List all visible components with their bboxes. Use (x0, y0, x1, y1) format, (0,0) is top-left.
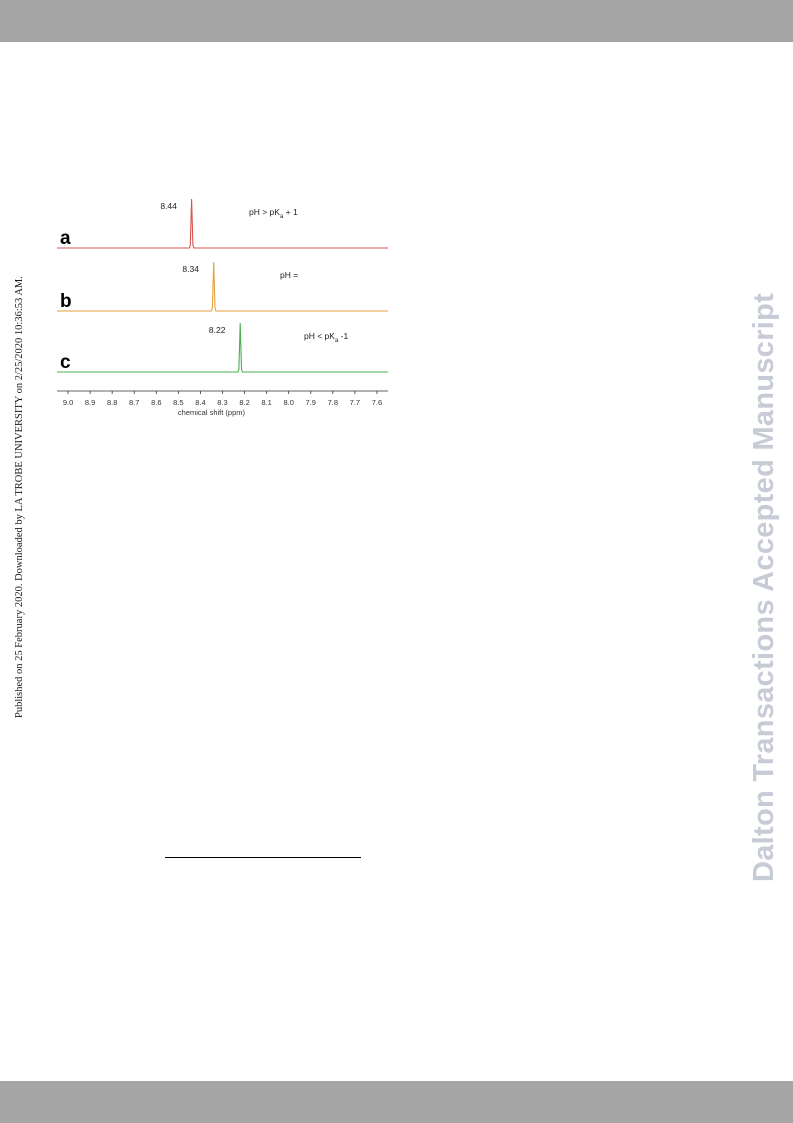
x-tick-label: 7.7 (349, 398, 361, 407)
x-tick-label: 7.8 (327, 398, 339, 407)
panel-label-a: a (60, 228, 71, 249)
x-tick-label: 8.2 (239, 398, 250, 407)
x-tick-label: 8.4 (195, 398, 206, 407)
spectrum-trace-a (57, 199, 388, 248)
x-tick-label: 8.1 (261, 398, 272, 407)
footnote-rule (165, 857, 361, 858)
x-tick-label: 9.0 (62, 398, 74, 407)
spectrum-trace-b (57, 262, 388, 311)
x-tick-label: 7.9 (305, 398, 316, 407)
condition-label-c: pH < $pK_a$ -1 (304, 331, 349, 344)
condition-label-a: pH > $pK_a + 1$ (249, 207, 298, 220)
x-tick-label: 8.6 (151, 398, 162, 407)
x-tick-label: 8.5 (173, 398, 184, 407)
x-tick-label: 8.9 (84, 398, 96, 407)
nmr-spectra-chart (50, 188, 395, 423)
x-axis-label: chemical shift (ppm) (177, 408, 246, 417)
x-tick-label: 7.6 (371, 398, 383, 407)
peak-label-b: 8.34 (182, 264, 199, 274)
x-tick-label: 8.8 (106, 398, 118, 407)
x-tick-label: 8.0 (283, 398, 294, 407)
x-tick-label: 8.3 (217, 398, 228, 407)
watermark: Dalton Transactions Accepted Manuscript (748, 292, 780, 882)
peak-label-a: 8.44 (160, 201, 177, 211)
publication-note: Published on 25 February 2020. Downloaded by LA TROBE UNIVERSITY on 2/25/2020 10:36:53 AM. (14, 276, 25, 718)
panel-label-b: b (60, 291, 72, 312)
header-bar (0, 0, 793, 42)
panel-label-c: c (60, 352, 71, 373)
footer-bar (0, 1081, 793, 1123)
x-tick-label: 8.7 (129, 398, 140, 407)
peak-label-c: 8.22 (208, 325, 226, 335)
condition-label-b: pH = (280, 270, 299, 280)
